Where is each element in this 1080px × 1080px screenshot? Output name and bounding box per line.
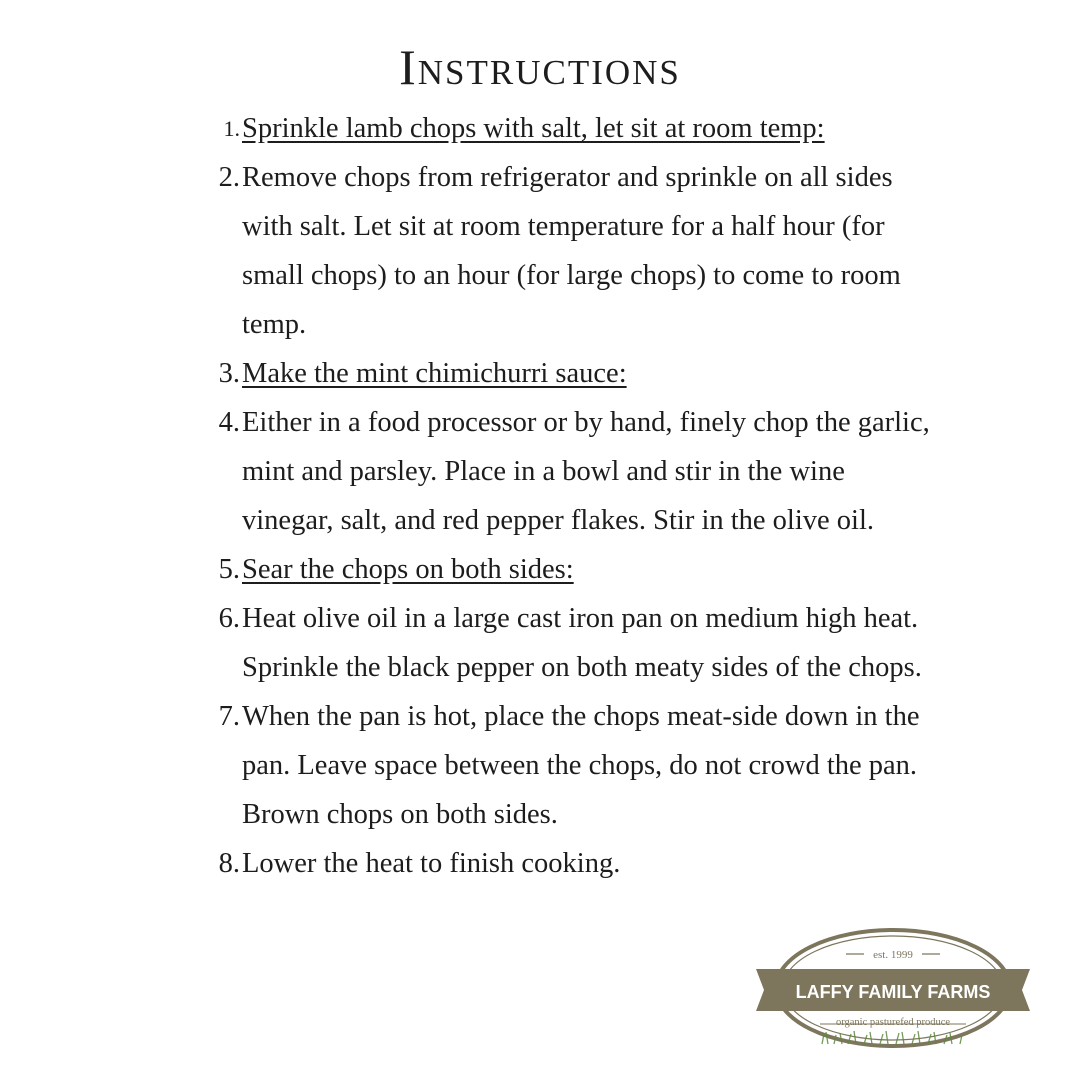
instruction-step bbox=[218, 153, 942, 349]
step-number: 6. bbox=[218, 603, 240, 634]
step-number: 1. bbox=[223, 116, 240, 141]
step-text: When the pan is hot, place the chops meat-side down in the pan. Leave space between the chops, do not crowd the pan. Brown chops on both sides. bbox=[242, 701, 920, 830]
step-number: 2. bbox=[218, 162, 240, 193]
step-number: 3. bbox=[218, 358, 240, 389]
step-heading: Make the mint chimichurri sauce: bbox=[242, 358, 627, 389]
step-number: 8. bbox=[218, 848, 240, 879]
step-number: 7. bbox=[218, 701, 240, 732]
step-text: Lower the heat to finish cooking. bbox=[242, 848, 621, 879]
logo-est: est. 1999 bbox=[873, 949, 913, 961]
step-number: 5. bbox=[218, 554, 240, 585]
step-text: Remove chops from refrigerator and sprinkle on all sides with salt. Let sit at room temperature for a half hour (for small chops) to an hour (for large chops) to come to room temp. bbox=[242, 162, 901, 340]
step-number: 4. bbox=[218, 407, 240, 438]
logo-tagline: organic pasturefed produce bbox=[835, 1017, 951, 1028]
instruction-list bbox=[218, 104, 942, 888]
page-title: Instructions bbox=[399, 39, 681, 95]
instruction-step bbox=[218, 545, 942, 594]
step-text: Either in a food processor or by hand, finely chop the garlic, mint and parsley. Place in a bowl and stir in the wine vinegar, salt, and red pepper flakes. Stir in the olive oil. bbox=[242, 407, 930, 536]
farm-logo bbox=[752, 922, 1034, 1058]
farm-logo-icon bbox=[752, 922, 1034, 1058]
instruction-step bbox=[218, 839, 942, 888]
instruction-step bbox=[218, 349, 942, 398]
step-heading: Sear the chops on both sides: bbox=[242, 554, 574, 585]
step-text: Heat olive oil in a large cast iron pan on medium high heat. Sprinkle the black pepper on both meaty sides of the chops. bbox=[242, 603, 922, 683]
step-heading: Sprinkle lamb chops with salt, let sit at room temp: bbox=[242, 113, 825, 144]
instruction-step bbox=[223, 104, 942, 153]
instruction-step bbox=[218, 594, 942, 692]
instruction-step bbox=[218, 692, 942, 839]
instruction-step bbox=[218, 398, 942, 545]
logo-name: LAFFY FAMILY FARMS bbox=[795, 982, 991, 1002]
